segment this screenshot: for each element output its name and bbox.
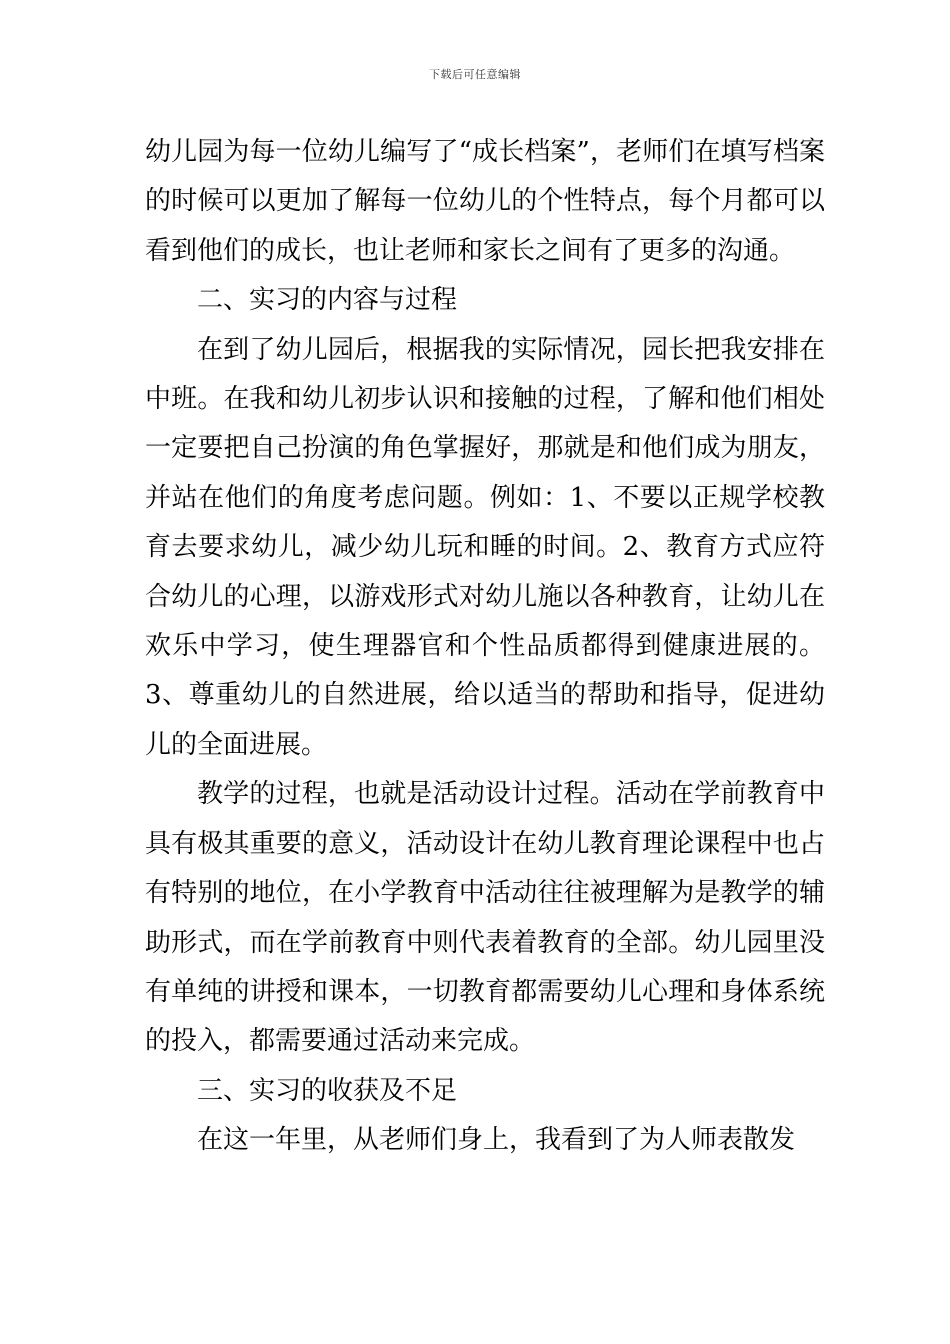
paragraph-middle-class: 在到了幼儿园后，根据我的实际情况，园长把我安排在中班。在我和幼儿初步认识和接触的过程，了解和他们相处一定要把自己扮演的角色掌握好，那就是和他们成为朋友，并站在他们的角度考虑问题。例如：1、不要以正规学校教育去要求幼儿，减少幼儿玩和睡的时间。2、教育方式应符合幼儿的心理，以游戏形式对幼儿施以各种教育，让幼儿在欢乐中学习，使生理器官和个性品质都得到健康进展的。3、尊重幼儿的自然进展，给以适当的帮助和指导，促进幼儿的全面进展。 xyxy=(145,334,825,760)
section-heading-gains-shortcomings: 三、实习的收获及不足 xyxy=(197,1075,458,1106)
document-body xyxy=(145,128,825,1166)
page-header-note: 下载后可任意编辑 xyxy=(429,68,521,81)
section-heading-content-process: 二、实习的内容与过程 xyxy=(197,285,458,316)
paragraph-this-year: 在这一年里，从老师们身上，我看到了为人师表散发 xyxy=(197,1125,796,1156)
paragraph-growth-archive: 幼儿园为每一位幼儿编写了“成长档案”，老师们在填写档案的时候可以更加了解每一位幼儿的个性特点，每个月都可以看到他们的成长，也让老师和家长之间有了更多的沟通。 xyxy=(145,137,825,266)
paragraph-teaching-process: 教学的过程，也就是活动设计过程。活动在学前教育中具有极其重要的意义，活动设计在幼儿教育理论课程中也占有特别的地位，在小学教育中活动往往被理解为是教学的辅助形式，而在学前教育中则代表着教育的全部。幼儿园里没有单纯的讲授和课本，一切教育都需要幼儿心理和身体系统的投入，都需要通过活动来完成。 xyxy=(145,779,825,1057)
